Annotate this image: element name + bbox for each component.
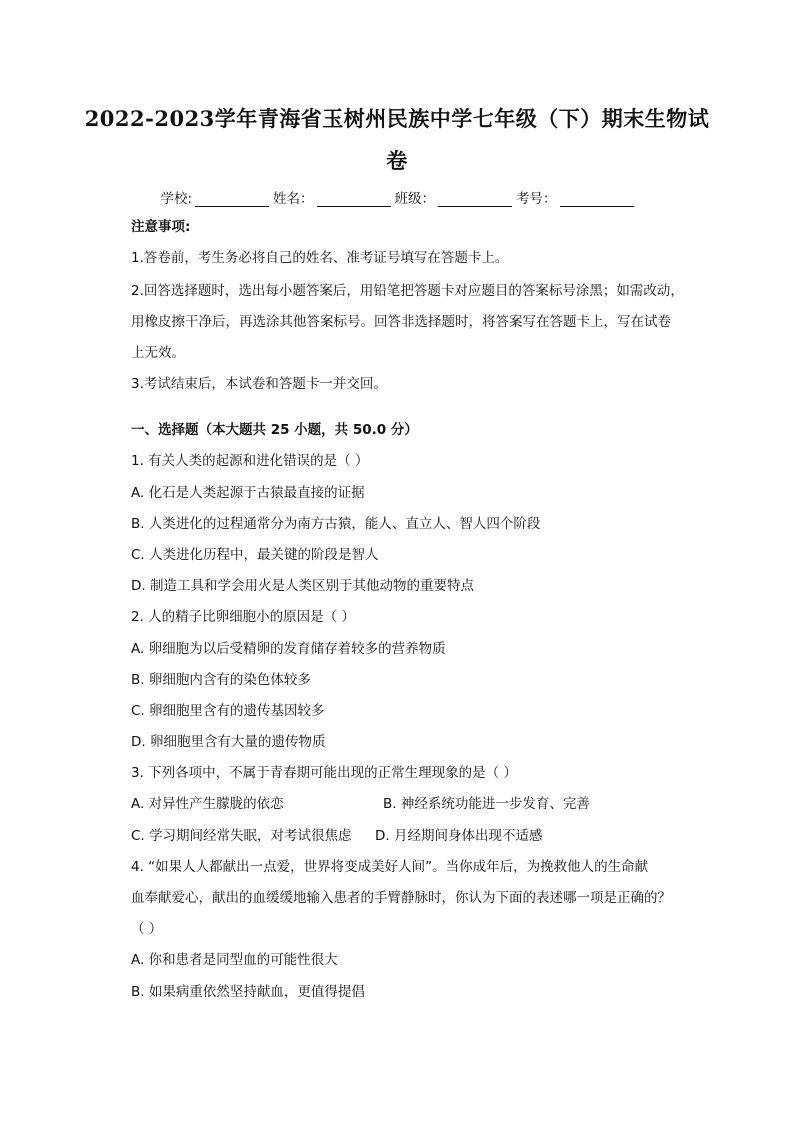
question-2-option-c: C. 卵细胞里含有的遗传基因较多: [131, 703, 325, 719]
question-3-option-c: C. 学习期间经常失眠，对考试很焦虑: [131, 828, 352, 844]
question-4-stem-line3: （ ）: [131, 921, 163, 937]
school-field: [160, 187, 269, 207]
class-blank: [438, 192, 512, 207]
student-info-row: [0, 187, 794, 207]
notice-heading: 注意事项:: [131, 219, 191, 235]
question-1-option-c: C. 人类进化历程中，最关键的阶段是智人: [131, 547, 379, 563]
question-1-stem: 1. 有关人类的起源和进化错误的是（ ）: [131, 453, 369, 469]
school-label: 学校:: [160, 191, 193, 207]
notice-item-2-line3: 上无效。: [131, 345, 185, 361]
exam-no-field: [516, 187, 634, 207]
question-1-option-d: D. 制造工具和学会用火是人类区别于其他动物的重要特点: [131, 578, 474, 594]
question-4-option-a: A. 你和患者是同型血的可能性很大: [131, 952, 338, 968]
exam-no-blank: [560, 192, 634, 207]
name-label: 姓名：: [273, 191, 314, 207]
notice-item-1: 1.答卷前，考生务必将自己的姓名、准考证号填写在答题卡上。: [131, 250, 509, 266]
class-field: [395, 187, 513, 207]
question-4-stem-line2: 血奉献爱心，献出的血缓缓地输入患者的手臂静脉时，你认为下面的表述哪一项是正确的？: [131, 890, 671, 906]
name-field: [273, 187, 391, 207]
question-3-option-a: A. 对异性产生朦胧的依恋: [131, 796, 284, 812]
question-1-option-a: A. 化石是人类起源于古猿最直接的证据: [131, 485, 365, 501]
question-2-option-b: B. 卵细胞内含有的染色体较多: [131, 672, 311, 688]
question-3-stem: 3. 下列各项中，不属于青春期可能出现的正常生理现象的是（ ）: [131, 765, 517, 781]
exam-no-label: 考号：: [516, 191, 557, 207]
notice-item-2-line2: 用橡皮擦干净后，再选涂其他答案标号。回答非选择题时，将答案写在答题卡上，写在试卷: [131, 314, 671, 330]
exam-title-line1: 2022-2023学年青海省玉树州民族中学七年级（下）期末生物试: [84, 106, 710, 131]
class-label: 班级：: [394, 191, 436, 207]
question-2-option-a: A. 卵细胞为以后受精卵的发育储存着较多的营养物质: [131, 641, 446, 657]
question-1-option-b: B. 人类进化的过程通常分为南方古猿，能人、直立人、智人四个阶段: [131, 516, 541, 532]
notice-item-2-line1: 2.回答选择题时，选出每小题答案后，用铅笔把答题卡对应题目的答案标号涂黑；如需改动，: [131, 283, 684, 299]
question-3-option-b: B. 神经系统功能进一步发育、完善: [383, 796, 590, 812]
school-blank: [195, 192, 269, 207]
question-4-option-b: B. 如果病重依然坚持献血，更值得提倡: [131, 984, 365, 1000]
question-3-option-d: D. 月经期间身体出现不适感: [375, 828, 543, 844]
question-2-option-d: D. 卵细胞里含有大量的遗传物质: [131, 734, 326, 750]
question-2-stem: 2. 人的精子比卵细胞小的原因是（ ）: [131, 609, 355, 625]
question-4-stem-line1: 4. “如果人人都献出一点爱，世界将变成美好人间”。当你成年后，为挽救他人的生命献: [131, 859, 649, 875]
section-heading: 一、选择题（本大题共 25 小题，共 50.0 分）: [131, 422, 418, 438]
notice-item-3: 3.考试结束后，本试卷和答题卡一并交回。: [131, 376, 387, 392]
name-blank: [317, 192, 391, 207]
exam-title-line2: 卷: [386, 148, 408, 173]
